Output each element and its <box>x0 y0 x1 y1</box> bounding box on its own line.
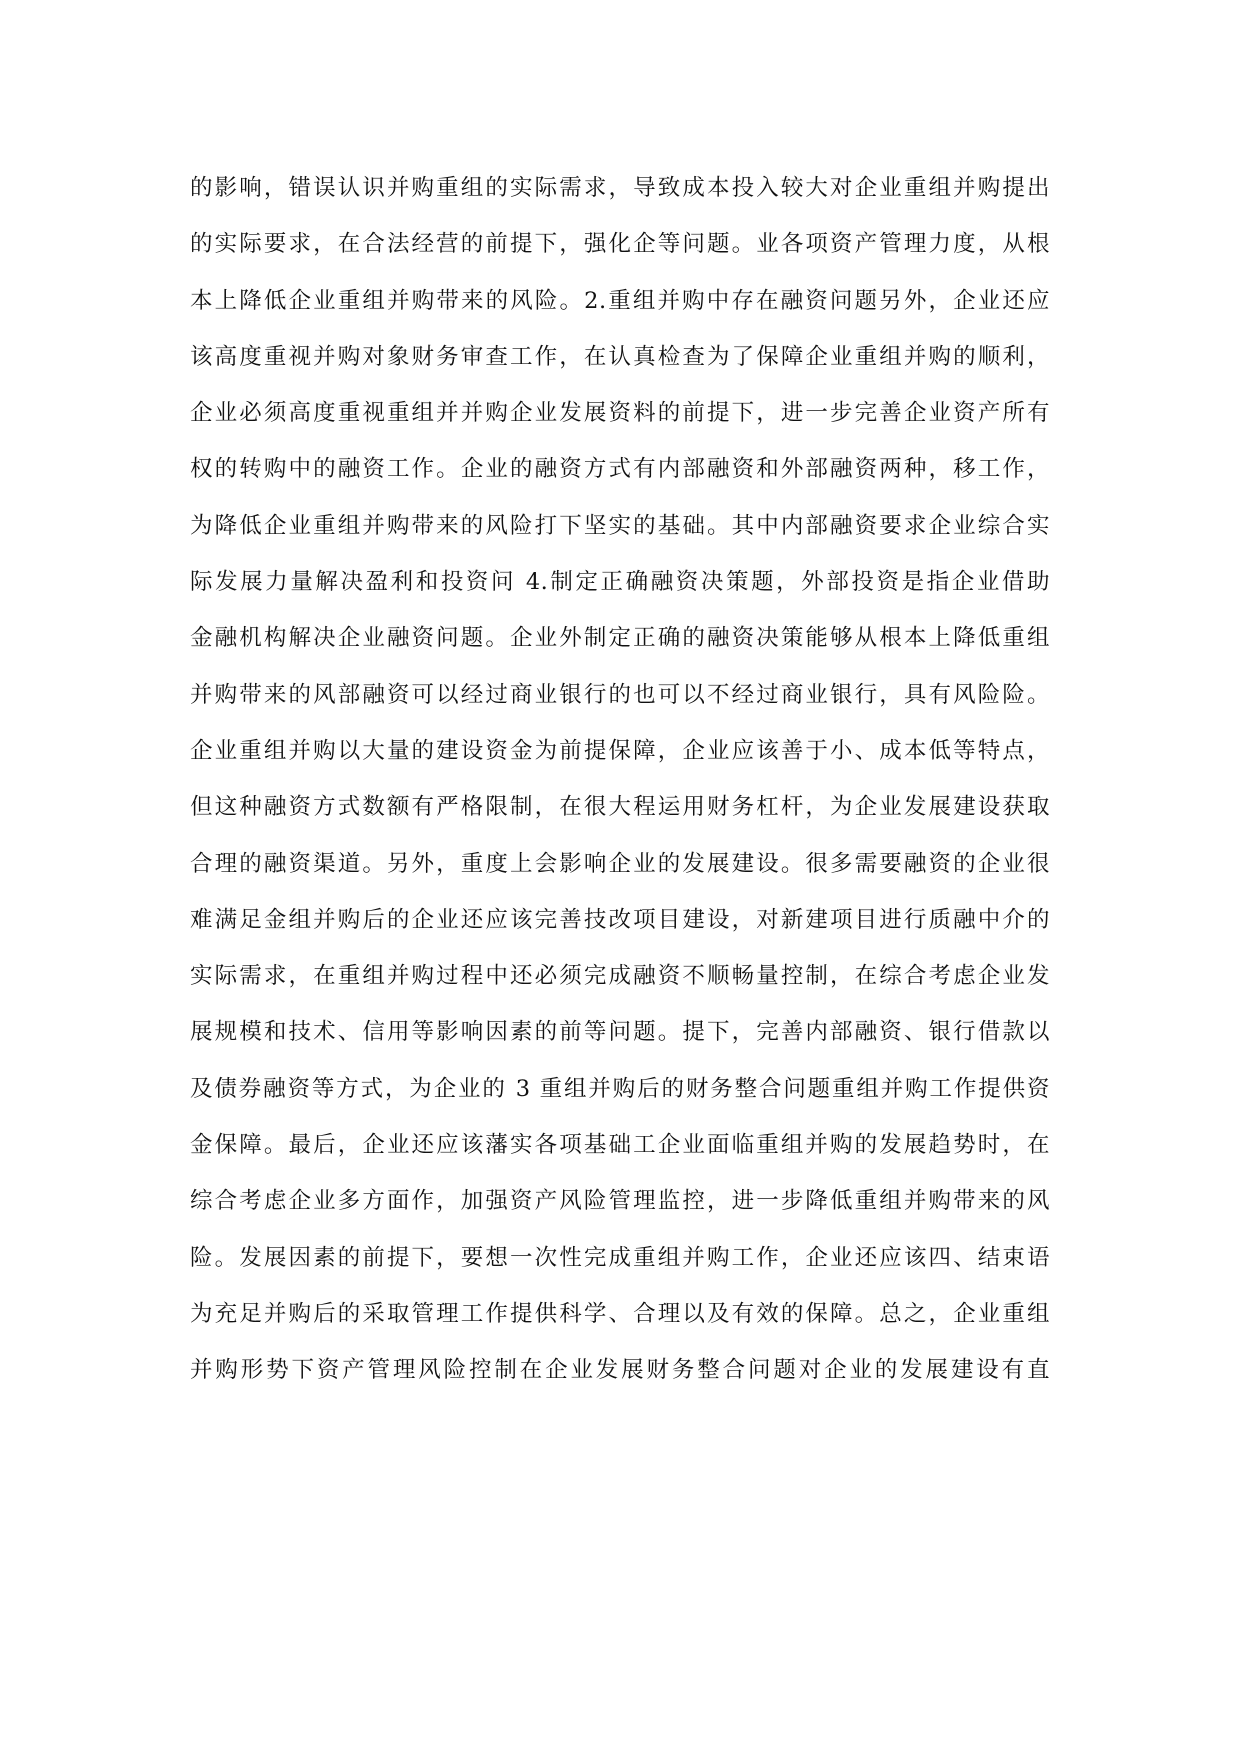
text-line: 的实际要求，在合法经营的前提下，强化企等问题。业各项资产管理力度，从根 <box>190 231 1050 258</box>
text-line: 金保障。最后，企业还应该藩实各项基础工企业面临重组并购的发展趋势时，在 <box>190 1132 1050 1159</box>
text-line: 的影响，错误认识并购重组的实际需求，导致成本投入较大对企业重组并购提出 <box>190 175 1050 201</box>
text-line: 但这种融资方式数额有严格限制，在很大程运用财务杠杆，为企业发展建设获取 <box>190 794 1050 821</box>
text-line: 并购带来的风部融资可以经过商业银行的也可以不经过商业银行，具有风险险。 <box>190 681 1050 708</box>
text-line: 为充足并购后的采取管理工作提供科学、合理以及有效的保障。总之，企业重组 <box>190 1300 1050 1327</box>
text-line: 为降低企业重组并购带来的风险打下坚实的基础。其中内部融资要求企业综合实 <box>190 512 1050 539</box>
text-line: 合理的融资渠道。另外，重度上会影响企业的发展建设。很多需要融资的企业很 <box>190 850 1050 877</box>
text-line: 本上降低企业重组并购带来的风险。2.重组并购中存在融资问题另外，企业还应 <box>190 287 1050 314</box>
text-line: 险。发展因素的前提下，要想一次性完成重组并购工作，企业还应该四、结束语 <box>190 1244 1050 1271</box>
text-line: 金融机构解决企业融资问题。企业外制定正确的融资决策能够从根本上降低重组 <box>190 625 1050 652</box>
text-line: 企业必须高度重视重组并并购企业发展资料的前提下，进一步完善企业资产所有 <box>190 400 1050 427</box>
text-line: 实际需求，在重组并购过程中还必须完成融资不顺畅量控制，在综合考虑企业发 <box>190 963 1050 990</box>
text-line: 展规模和技术、信用等影响因素的前等问题。提下，完善内部融资、银行借款以 <box>190 1019 1050 1046</box>
text-line: 综合考虑企业多方面作，加强资产风险管理监控，进一步降低重组并购带来的风 <box>190 1188 1050 1215</box>
text-line: 及债券融资等方式，为企业的 3 重组并购后的财务整合问题重组并购工作提供资 <box>190 1075 1050 1102</box>
text-line: 并购形势下资产管理风险控制在企业发展财务整合问题对企业的发展建设有直 <box>190 1357 1050 1384</box>
text-line: 该高度重视并购对象财务审查工作，在认真检查为了保障企业重组并购的顺利， <box>190 343 1050 370</box>
text-line: 际发展力量解决盈利和投资问 4.制定正确融资决策题，外部投资是指企业借助 <box>190 569 1050 596</box>
text-line: 难满足金组并购后的企业还应该完善技改项目建设，对新建项目进行质融中介的 <box>190 906 1050 933</box>
body-text <box>190 160 1050 1399</box>
text-line: 企业重组并购以大量的建设资金为前提保障，企业应该善于小、成本低等特点， <box>190 737 1050 764</box>
text-line: 权的转购中的融资工作。企业的融资方式有内部融资和外部融资两种，移工作， <box>190 456 1050 483</box>
